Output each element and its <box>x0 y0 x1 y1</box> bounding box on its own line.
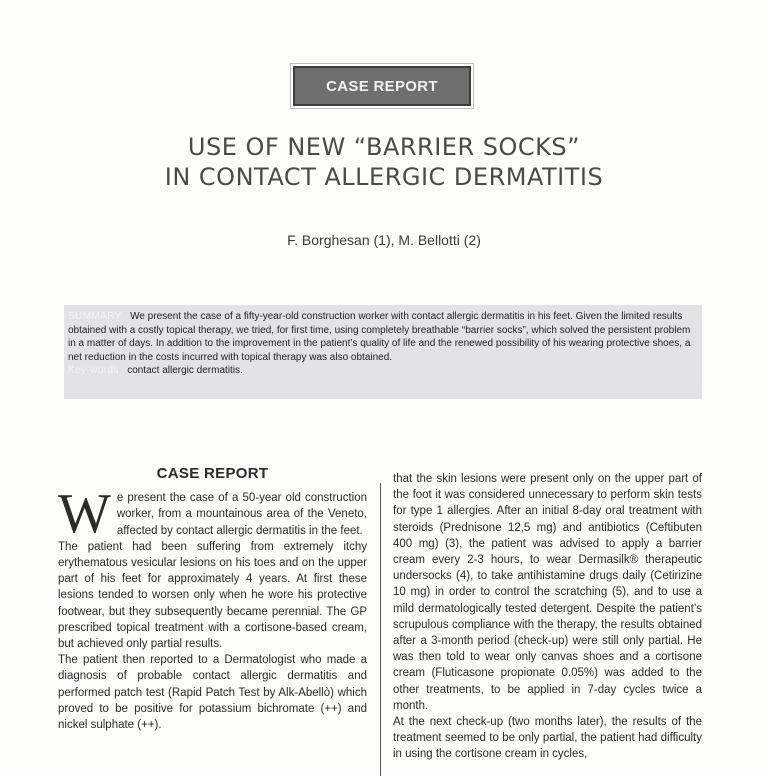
section-heading: CASE REPORT <box>156 465 269 482</box>
title-line-1: USE OF NEW “BARRIER SOCKS” <box>187 133 581 161</box>
right-column <box>393 471 702 763</box>
drop-cap: W <box>58 483 111 546</box>
keywords-label: Key-words <box>68 365 119 376</box>
section-badge: CASE REPORT <box>293 66 471 106</box>
left-column <box>58 466 367 733</box>
body-paragraph: At the next check-up (two months later), the results of the treatment seemed to be only partial, the patient had difficulty in using the cortisone cream in cycles, <box>393 716 702 761</box>
summary-paragraph <box>68 310 698 364</box>
body-paragraph: that the skin lesions were present only on the upper part of the foot it was considered unnecessary to perform skin tests for type 1 allergies. After an initial 8-day oral treatment with steroids (Prednisone 12,5 mg) and antibiotics (Ceftibuten 400 mg) (3), the patient was advised to apply a barrier cream every 2-3 hours, to wear Dermasilk® therapeutic undersocks (4), to take antihistamine drugs daily (Cetirizine 10 mg) in order to control the scratching (5), and to use a mild dermatologically tested detergent. Despite the patient’s scrupulous compliance with the therapy, the results obtained after a 3-month period (check-up) were still only partial. He was then told to wear only canvas shoes and a cortisone cream (Fluticasone propionate 0.05%) was added to the other treatments, to be applied in 7-day cycles twice a month. <box>393 473 702 712</box>
column-divider <box>380 483 381 776</box>
summary-box <box>64 305 702 399</box>
body-paragraph <box>58 483 367 546</box>
authors: F. Borghesan (1), M. Bellotti (2) <box>287 232 481 248</box>
title-line-2: IN CONTACT ALLERGIC DERMATITIS <box>164 163 604 191</box>
body-paragraph-text: e present the case of a 50-year old construction worker, from a mountainous area of the Veneto, affected by contact allergic dermatitis in the feet. <box>116 492 367 537</box>
keywords-text: contact allergic dermatitis. <box>127 365 243 376</box>
summary-text: We present the case of a fifty-year-old construction worker with contact allergic dermatitis in his feet. Given the limited results obtained with a costly topical therapy, we tried, for first time, using completely breathable “barrier socks”, which solved the persistent problem in a matter of days. In addition to the improvement in the patient’s quality of life and the renewed possibility of his wearing protective shoes, a net reduction in the costs incurred with topical therapy was also obtained. <box>68 311 691 363</box>
body-paragraph: The patient had been suffering from extremely itchy erythematous vesicular lesions on his toes and on the upper part of his feet for approximately 4 years. At first these lesions tended to worsen only when he wore his protective footwear, but they subsequently became perennial. The GP prescribed topical treatment with a cortisone-based cream, but achieved only partial results. <box>58 540 367 651</box>
keywords-line <box>68 364 698 378</box>
body-paragraph: The patient then reported to a Dermatologist who made a diagnosis of probable contact allergic dermatitis and performed patch test (Rapid Patch Test by Alk-Abellò) which proved to be positive for potassium bichromate (++) and nickel sulphate (++). <box>58 654 367 732</box>
summary-label: SUMMARY <box>68 311 122 322</box>
article-title <box>0 132 768 192</box>
